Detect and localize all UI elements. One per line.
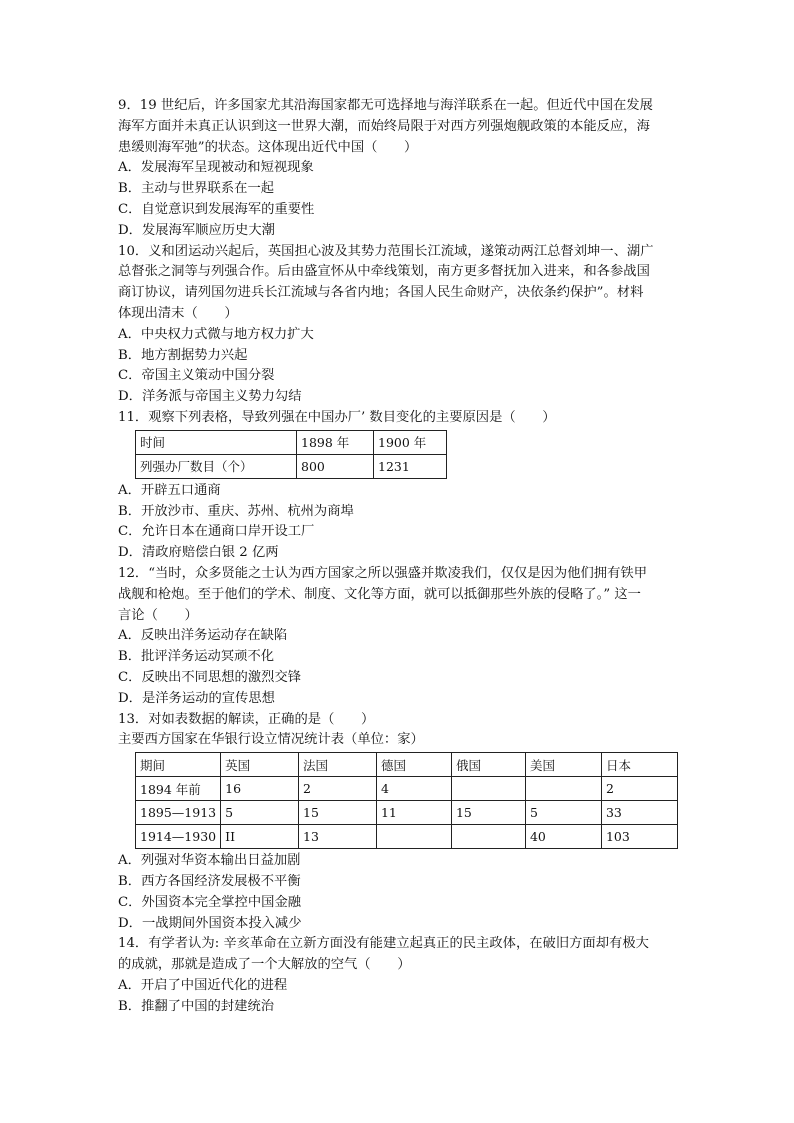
table-row <box>136 454 447 478</box>
table-cell <box>376 825 451 849</box>
option-c: C．自觉意识到发展海军的重要性 <box>118 201 315 217</box>
option-a: A．开辟五口通商 <box>118 482 221 498</box>
question-12 <box>118 564 678 710</box>
table-cell: 103 <box>601 825 677 849</box>
table-cell: 英国 <box>221 753 299 777</box>
option-d: D．一战期间外国资本投入减少 <box>118 915 302 931</box>
option-b: B．批评洋务运动冥顽不化 <box>118 649 275 665</box>
table-cell: 1914—1930 <box>136 825 221 849</box>
question-stem-line: 患缓则海军弛”的状态。这体现出近代中国（ ） <box>118 139 418 155</box>
table-cell: 1898 年 <box>297 430 374 454</box>
question-stem-line: 14．有学者认为: 辛亥革命在立新方面没有能建立起真正的民主政体，在破旧方面却有极大 <box>118 936 649 952</box>
table-caption: 主要西方国家在华银行设立情况统计表（单位：家） <box>118 732 424 748</box>
question-14 <box>118 934 678 1017</box>
table-cell: 11 <box>376 801 451 825</box>
table-cell: 33 <box>601 801 677 825</box>
question-stem-line: 总督张之洞等与列强合作。后由盛宣怀从中牵线策划，南方更多督抚加入进来，和各参战国 <box>118 264 650 280</box>
table-cell: 15 <box>299 801 377 825</box>
table-cell: 800 <box>297 454 374 478</box>
option-d: D．发展海军顺应历史大潮 <box>118 222 275 238</box>
table-cell: 期间 <box>136 753 221 777</box>
table-cell: 列强办厂数目（个） <box>136 454 297 478</box>
question-stem-line: 的成就，那就是造成了一个大解放的空气（ ） <box>118 957 411 973</box>
table-row <box>136 825 678 849</box>
option-c: C．外国资本完全掌控中国金融 <box>118 894 302 910</box>
table-cell: 1231 <box>374 454 447 478</box>
table-cell: 5 <box>525 801 601 825</box>
option-b: B．推翻了中国的封建统治 <box>118 998 275 1014</box>
option-b: B．主动与世界联系在一起 <box>118 181 275 197</box>
exam-page <box>118 96 678 1017</box>
table-row <box>136 753 678 777</box>
option-a: A．反映出洋务运动存在缺陷 <box>118 628 288 644</box>
option-c: C．反映出不同思想的激烈交锋 <box>118 669 302 685</box>
question-stem-line: 9．19 世纪后，许多国家尤其沿海国家都无可选择地与海洋联系在一起。但近代中国在发展 <box>118 98 653 113</box>
table-cell: 1894 年前 <box>136 777 221 801</box>
question-9 <box>118 96 678 242</box>
question-stem-line: 10．义和团运动兴起后，英国担心波及其势力范围长江流域，遂策动两江总督刘坤一、湖广 <box>118 243 654 259</box>
factory-count-table <box>135 430 447 479</box>
table-cell: 13 <box>299 825 377 849</box>
question-10 <box>118 242 678 408</box>
table-row <box>136 801 678 825</box>
question-stem-line: 11．观察下列表格，导致列强在中国办厂’ 数目变化的主要原因是（ ） <box>118 409 556 425</box>
bank-statistics-table <box>135 752 678 849</box>
table-cell: 法国 <box>299 753 377 777</box>
option-d: D．清政府赔偿白银 2 亿两 <box>118 545 279 561</box>
table-cell: 日本 <box>601 753 677 777</box>
question-stem-line: 13．对如表数据的解读，正确的是（ ） <box>118 711 375 727</box>
option-b: B．开放沙市、重庆、苏州、杭州为商埠 <box>118 503 354 519</box>
table-cell: 俄国 <box>451 753 525 777</box>
question-stem-line: 战舰和枪炮。至于他们的学术、制度、文化等方面，就可以抵御那些外族的侵略了。” 这一 <box>118 586 641 602</box>
table-cell: 2 <box>299 777 377 801</box>
option-a: A．发展海军呈现被动和短视现象 <box>118 160 314 176</box>
option-b: B．西方各国经济发展极不平衡 <box>118 873 301 889</box>
table-cell: 5 <box>221 801 299 825</box>
table-cell <box>451 825 525 849</box>
option-c: C．允许日本在通商口岸开设工厂 <box>118 524 315 540</box>
option-c: C．帝国主义策动中国分裂 <box>118 368 275 384</box>
question-stem-line: 言论（ ） <box>118 607 198 623</box>
option-a: A．列强对华资本输出日益加剧 <box>118 853 301 869</box>
table-cell: 4 <box>376 777 451 801</box>
table-cell: 时间 <box>136 430 297 454</box>
table-row <box>136 777 678 801</box>
table-cell: 40 <box>525 825 601 849</box>
option-a: A．中央权力式微与地方权力扩大 <box>118 326 314 342</box>
table-cell <box>451 777 525 801</box>
option-d: D．是洋务运动的宣传思想 <box>118 690 275 706</box>
question-13 <box>118 710 678 935</box>
table-cell: 德国 <box>376 753 451 777</box>
table-cell: 16 <box>221 777 299 801</box>
table-cell: 美国 <box>525 753 601 777</box>
question-stem-line: 12．“当时，众多贤能之士认为西方国家之所以强盛并欺凌我们，仅仅是因为他们拥有铁甲 <box>118 565 647 581</box>
option-a: A．开启了中国近代化的进程 <box>118 977 288 993</box>
table-cell <box>525 777 601 801</box>
question-stem-line: 海军方面并未真正认识到这一世界大潮，而始终局限于对西方列强炮舰政策的本能反应，海 <box>118 118 650 134</box>
question-stem-line: 体现出清末（ ） <box>118 305 238 321</box>
option-b: B．地方割据势力兴起 <box>118 347 248 363</box>
table-cell: 1900 年 <box>374 430 447 454</box>
table-cell: II <box>221 825 299 849</box>
question-stem-line: 商订协议，请列国勿进兵长江流域与各省内地；各国人民生命财产，决依条约保护”。材料 <box>118 285 644 301</box>
question-11 <box>118 408 678 564</box>
table-cell: 1895—1913 <box>136 801 221 825</box>
option-d: D．洋务派与帝国主义势力勾结 <box>118 389 302 405</box>
table-cell: 15 <box>451 801 525 825</box>
table-row <box>136 430 447 454</box>
table-cell: 2 <box>601 777 677 801</box>
